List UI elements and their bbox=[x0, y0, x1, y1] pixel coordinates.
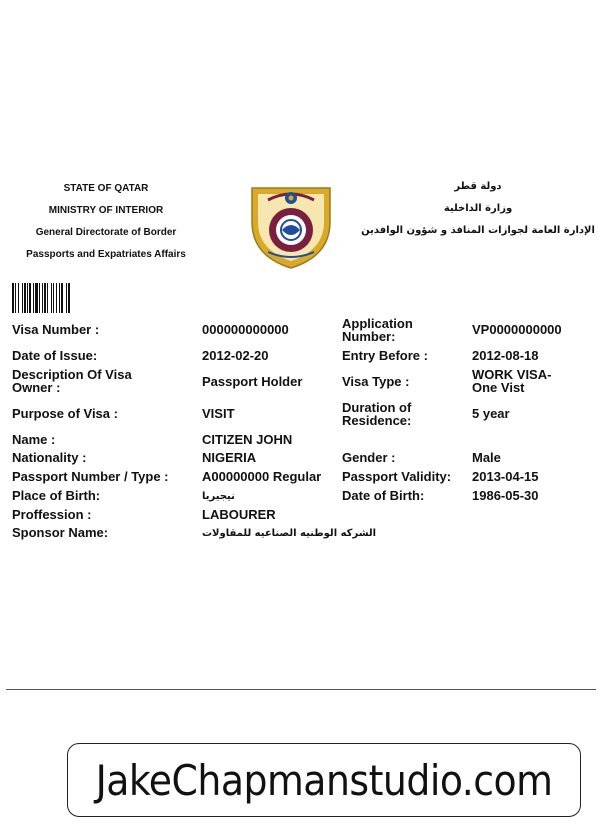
date-of-issue-label: Date of Issue: bbox=[12, 348, 98, 363]
barcode-bar bbox=[24, 283, 26, 313]
visa-number-value: 000000000000 bbox=[202, 322, 289, 337]
place-of-birth-label: Place of Birth: bbox=[12, 488, 101, 503]
barcode-bar bbox=[53, 283, 54, 313]
barcode-bar bbox=[12, 283, 14, 313]
duration-label-line2: Residence: bbox=[342, 413, 412, 428]
sponsor-label: Sponsor Name: bbox=[12, 525, 109, 540]
description-owner-label-line2: Owner : bbox=[12, 380, 61, 395]
description-owner-value: Passport Holder bbox=[202, 374, 303, 389]
watermark-banner bbox=[67, 743, 581, 817]
header-arabic bbox=[358, 176, 598, 242]
passport-validity-value: 2013-04-15 bbox=[472, 469, 539, 484]
barcode-bar bbox=[29, 283, 31, 313]
header-ministry: MINISTRY OF INTERIOR bbox=[48, 205, 164, 216]
duration-label bbox=[342, 401, 411, 427]
barcode-bar bbox=[66, 283, 67, 313]
passport-number-label: Passport Number / Type : bbox=[12, 469, 169, 484]
barcode-bar bbox=[59, 283, 60, 313]
barcode-bar bbox=[47, 283, 48, 313]
barcode-bar bbox=[27, 283, 28, 313]
sponsor-value: الشركه الوطنيه الصناعيه للمقاولات bbox=[202, 528, 377, 539]
divider-line bbox=[6, 689, 596, 690]
barcode-bar bbox=[22, 283, 23, 313]
header-english bbox=[0, 178, 212, 266]
visa-type-value-line1: WORK VISA- bbox=[472, 367, 552, 382]
description-owner-label bbox=[12, 368, 132, 394]
purpose-value: VISIT bbox=[202, 406, 235, 421]
visa-type-label: Visa Type : bbox=[342, 374, 410, 389]
profession-label: Proffession : bbox=[12, 507, 92, 522]
header-state: STATE OF QATAR bbox=[63, 183, 149, 194]
entry-before-value: 2012-08-18 bbox=[472, 348, 539, 363]
passport-validity-label: Passport Validity: bbox=[342, 469, 452, 484]
header-ar-state: دولة قطر bbox=[454, 181, 502, 192]
header-directorate: General Directorate of Border bbox=[35, 227, 177, 238]
barcode-bar bbox=[68, 283, 70, 313]
gender-value: Male bbox=[472, 450, 501, 465]
barcode-bar bbox=[39, 283, 40, 313]
application-number-label bbox=[342, 317, 413, 343]
duration-label-line1: Duration of bbox=[342, 400, 412, 415]
visa-number-label: Visa Number : bbox=[12, 322, 100, 337]
barcode-bar bbox=[33, 283, 34, 313]
barcode-bar bbox=[15, 283, 16, 313]
date-of-issue-value: 2012-02-20 bbox=[202, 348, 269, 363]
entry-before-label: Entry Before : bbox=[342, 348, 428, 363]
barcode-bar bbox=[61, 283, 63, 313]
duration-value: 5 year bbox=[472, 406, 510, 421]
header-ar-ministry: وزارة الداخلية bbox=[443, 203, 513, 214]
watermark-text: JakeChapmanstudio.com bbox=[95, 755, 553, 805]
name-value: CITIZEN JOHN bbox=[202, 432, 293, 447]
passport-number-value: A00000000 Regular bbox=[202, 469, 322, 484]
description-owner-label-line1: Description Of Visa bbox=[12, 367, 132, 382]
barcode-bar bbox=[18, 283, 19, 313]
barcode-bar bbox=[44, 283, 46, 313]
ministry-of-interior-emblem bbox=[244, 178, 338, 272]
name-label: Name : bbox=[12, 432, 56, 447]
visa-type-value bbox=[472, 368, 551, 394]
nationality-value: NIGERIA bbox=[202, 450, 257, 465]
purpose-label: Purpose of Visa : bbox=[12, 406, 118, 421]
barcode-icon bbox=[12, 283, 98, 313]
barcode-bar bbox=[42, 283, 43, 313]
application-number-label-line2: Number: bbox=[342, 329, 396, 344]
application-number-label-line1: Application bbox=[342, 316, 413, 331]
profession-value: LABOURER bbox=[202, 507, 276, 522]
nationality-label: Nationality : bbox=[12, 450, 87, 465]
header-department: Passports and Expatriates Affairs bbox=[26, 249, 186, 260]
date-of-birth-value: 1986-05-30 bbox=[472, 488, 539, 503]
visa-type-value-line2: One Vist bbox=[472, 380, 525, 395]
gender-label: Gender : bbox=[342, 450, 396, 465]
place-of-birth-value: نيجيريا bbox=[202, 491, 235, 502]
barcode-bar bbox=[56, 283, 57, 313]
application-number-value: VP0000000000 bbox=[472, 322, 562, 337]
header-ar-directorate: الإدارة العامة لجوازات المنافذ و شؤون الوافدين bbox=[361, 225, 595, 236]
date-of-birth-label: Date of Birth: bbox=[342, 488, 425, 503]
barcode-bar bbox=[51, 283, 52, 313]
barcode-bar bbox=[35, 283, 38, 313]
